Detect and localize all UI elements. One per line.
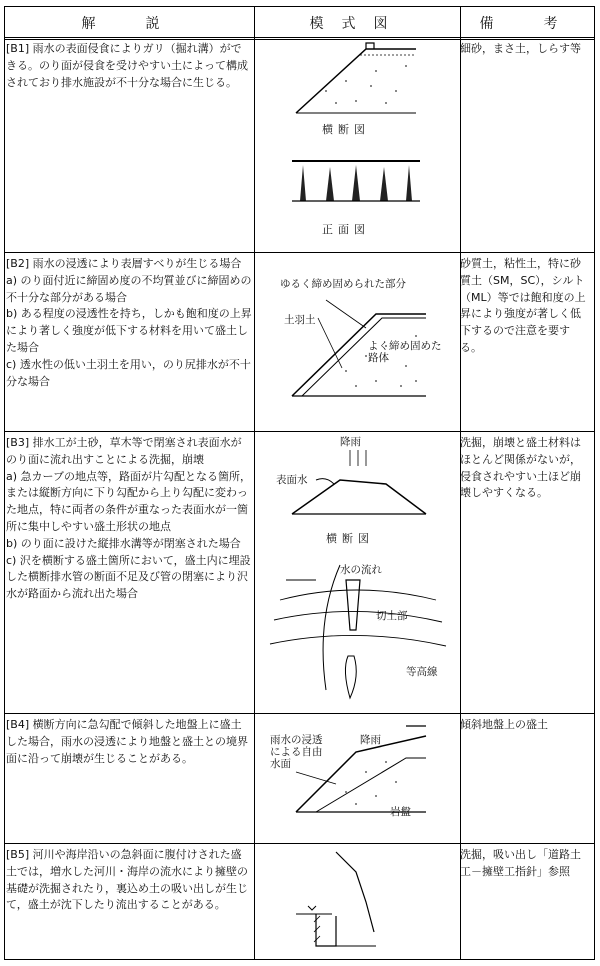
label-bedrock: 岩盤 bbox=[390, 806, 411, 818]
header-remarks: 備 考 bbox=[479, 15, 576, 32]
row-b2-remarks: 砂質土，粘性土，特に砂質土（SM，SC），シルト（ML）等では飽和度の上昇により強度が著しく低下するので注意を要する。 bbox=[460, 257, 586, 354]
explanation-text: [B4] 横断方向に急勾配で傾斜した地盤上に盛土した場合，雨水の浸透により地盤と盛土との境界面に沿って崩壊が生じることがある。 bbox=[6, 718, 248, 765]
label-compacted-body: よく締め固めた路体 bbox=[368, 340, 442, 364]
row-b5-explanation bbox=[6, 847, 252, 914]
figure-caption: 横断図 bbox=[322, 123, 370, 136]
explanation-text: [B3] 排水工が土砂，草木等で閉塞され表面水がのり面に流れ出すことによる洗掘，崩壊 bbox=[6, 436, 242, 466]
label-topsoil: 土羽土 bbox=[284, 314, 316, 326]
row-b4-explanation bbox=[6, 717, 252, 767]
label-loose-part: ゆるく締め固められた部分 bbox=[280, 278, 406, 290]
explanation-item-a: a) のり面付近に締固め度の不均質並びに締固めの不十分な部分がある場合 bbox=[6, 273, 252, 304]
explanation-item-b: b) ある程度の浸透性を持ち，しかも飽和度の上昇により著しく強度が低下する材料を用いて盛土した場合 bbox=[6, 307, 252, 354]
header-explanation: 解 説 bbox=[81, 15, 178, 32]
explanation-item-a: a) 急カーブの地点等，路面が片勾配となる箇所，または縦断方向に下り勾配から上り勾配に変わった地点，特に両者の条件が重なった表面水が一箇所に集中しやすい盛土形状の地点 bbox=[6, 469, 251, 533]
row-b3-figure bbox=[256, 430, 456, 706]
row-b4-figure bbox=[256, 712, 456, 836]
label-infiltration-surface: 雨水の浸透による自由水面 bbox=[270, 734, 323, 770]
label-surface-water: 表面水 bbox=[276, 474, 308, 486]
figure-caption: 正面図 bbox=[322, 223, 370, 236]
row-b3-remarks: 洗掘，崩壊と盛土材料はほとんど関係がないが，侵食されやすい土ほど崩壊しやすくなる。 bbox=[460, 436, 581, 500]
row-b2-figure bbox=[256, 256, 456, 424]
label-contour-lines: 等高線 bbox=[406, 666, 438, 678]
explanation-item-c: c) 透水性の低い土羽土を用い，のり尻排水が不十分な場合 bbox=[6, 357, 251, 388]
gully-cross-section-drawing bbox=[256, 41, 456, 245]
row-divider bbox=[5, 252, 594, 253]
row-b2-explanation bbox=[6, 256, 252, 390]
row-b1-figure bbox=[256, 41, 456, 245]
column-divider bbox=[254, 7, 255, 959]
explanation-item-b: b) のり面に設けた縦排水溝等が閉塞された場合 bbox=[6, 536, 241, 550]
label-water-flow: 水の流れ bbox=[340, 564, 382, 576]
label-cut-section: 切土部 bbox=[376, 610, 408, 622]
figure-caption: 横断図 bbox=[326, 532, 374, 545]
row-b1-remarks: 細砂，まさ土，しらす等 bbox=[460, 42, 581, 55]
row-b4-remarks: 傾斜地盤上の盛土 bbox=[460, 718, 548, 731]
explanation-text: [B2] 雨水の浸透により表層すべりが生じる場合 bbox=[6, 257, 242, 270]
slope-boundary-failure-drawing bbox=[256, 712, 456, 836]
explanation-item-c: c) 沢を横断する盛土箇所において，盛土内に埋設した横断排水管の断面不足及び管の閉塞により沢水が路面から流れ出た場合 bbox=[6, 553, 251, 601]
row-b5-figure bbox=[256, 842, 456, 960]
row-b5-remarks: 洗掘，吸い出し「道路土工－擁壁工指針」参照 bbox=[460, 848, 581, 878]
retaining-wall-scour-drawing bbox=[256, 842, 456, 960]
label-rainfall: 降雨 bbox=[340, 436, 361, 448]
row-b3-explanation bbox=[6, 435, 252, 603]
header-figure: 模式図 bbox=[309, 15, 406, 32]
explanation-text: [B1] 雨水の表面侵食によりガリ（掘れ溝）ができる。のり面が侵食を受けやすい土によって構成されており排水施設が不十分な場合に生じる。 bbox=[6, 42, 248, 89]
explanation-text: [B5] 河川や海岸沿いの急斜面に腹付けされた盛土では，増水した河川・海岸の流水により擁壁の基礎が洗掘されたり，裏込め土の吸い出しが生じて，盛土が沈下したり流出することがある。 bbox=[6, 848, 248, 912]
row-b1-explanation bbox=[6, 41, 252, 91]
label-rainfall: 降雨 bbox=[360, 734, 381, 746]
